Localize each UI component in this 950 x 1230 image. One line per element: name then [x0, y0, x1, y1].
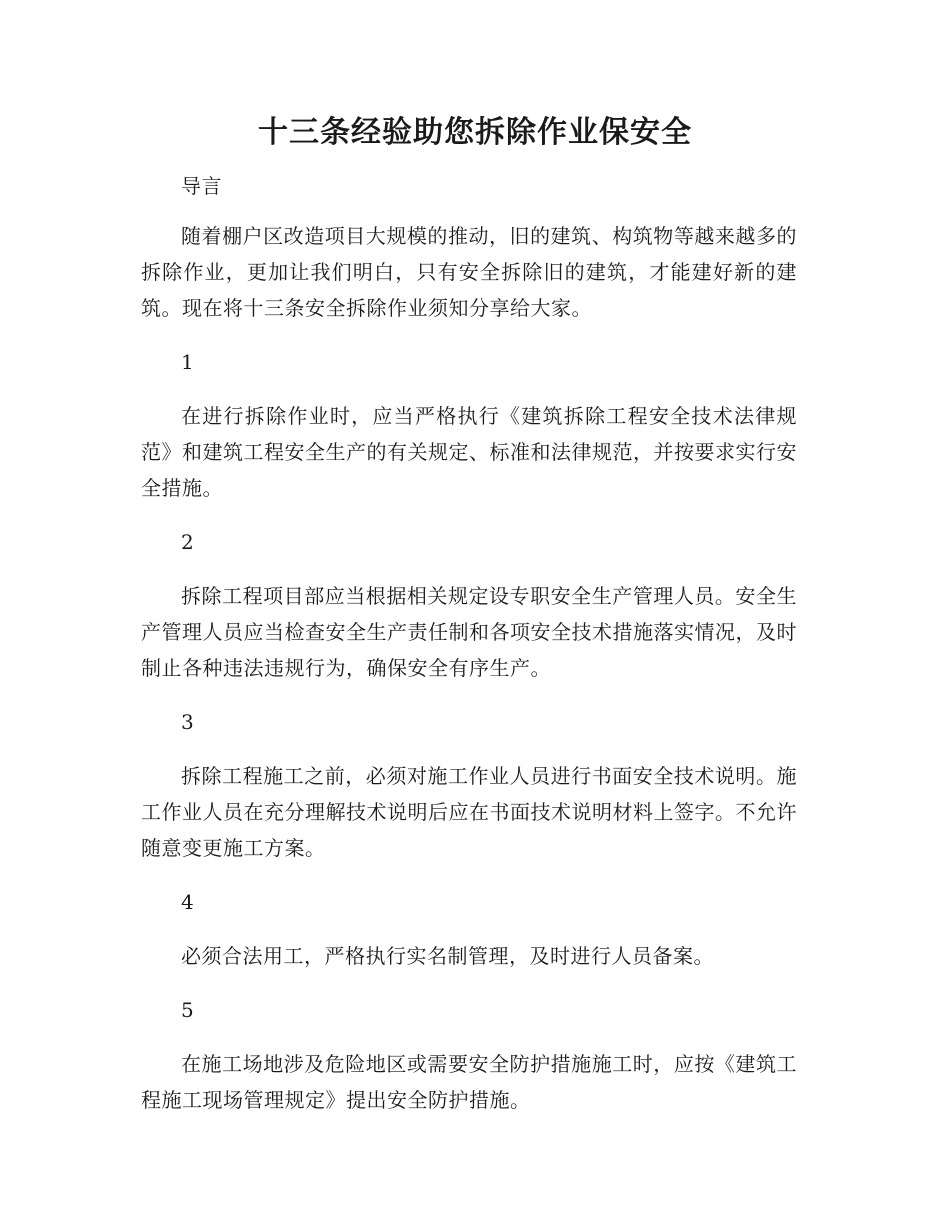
item-paragraph: 拆除工程施工之前，必须对施工作业人员进行书面安全技术说明。施工作业人员在充分理解技术说明后应在书面技术说明材料上签字。不允许随意变更施工方案。 [141, 764, 797, 860]
item-number: 4 [181, 890, 195, 914]
item-number: 2 [181, 530, 195, 554]
item-paragraph: 必须合法用工，严格执行实名制管理，及时进行人员备案。 [181, 944, 714, 968]
intro-paragraph: 随着棚户区改造项目大规模的推动，旧的建筑、构筑物等越来越多的拆除作业，更加让我们明白，只有安全拆除旧的建筑，才能建好新的建筑。现在将十三条安全拆除作业须知分享给大家。 [141, 224, 797, 320]
item-paragraph: 拆除工程项目部应当根据相关规定设专职安全生产管理人员。安全生产管理人员应当检查安全生产责任制和各项安全技术措施落实情况，及时制止各种违法违规行为，确保安全有序生产。 [141, 584, 797, 680]
document-body [141, 168, 797, 1118]
intro-heading: 导言 [181, 174, 222, 198]
document-title: 十三条经验助您拆除作业保安全 [258, 115, 692, 150]
item-number: 3 [181, 710, 195, 734]
item-number: 1 [181, 350, 195, 374]
item-paragraph: 在施工场地涉及危险地区或需要安全防护措施施工时，应按《建筑工程施工现场管理规定》提出安全防护措施。 [141, 1052, 797, 1112]
item-paragraph: 在进行拆除作业时，应当严格执行《建筑拆除工程安全技术法律规范》和建筑工程安全生产的有关规定、标准和法律规范，并按要求实行安全措施。 [141, 404, 797, 500]
item-number: 5 [181, 998, 195, 1022]
